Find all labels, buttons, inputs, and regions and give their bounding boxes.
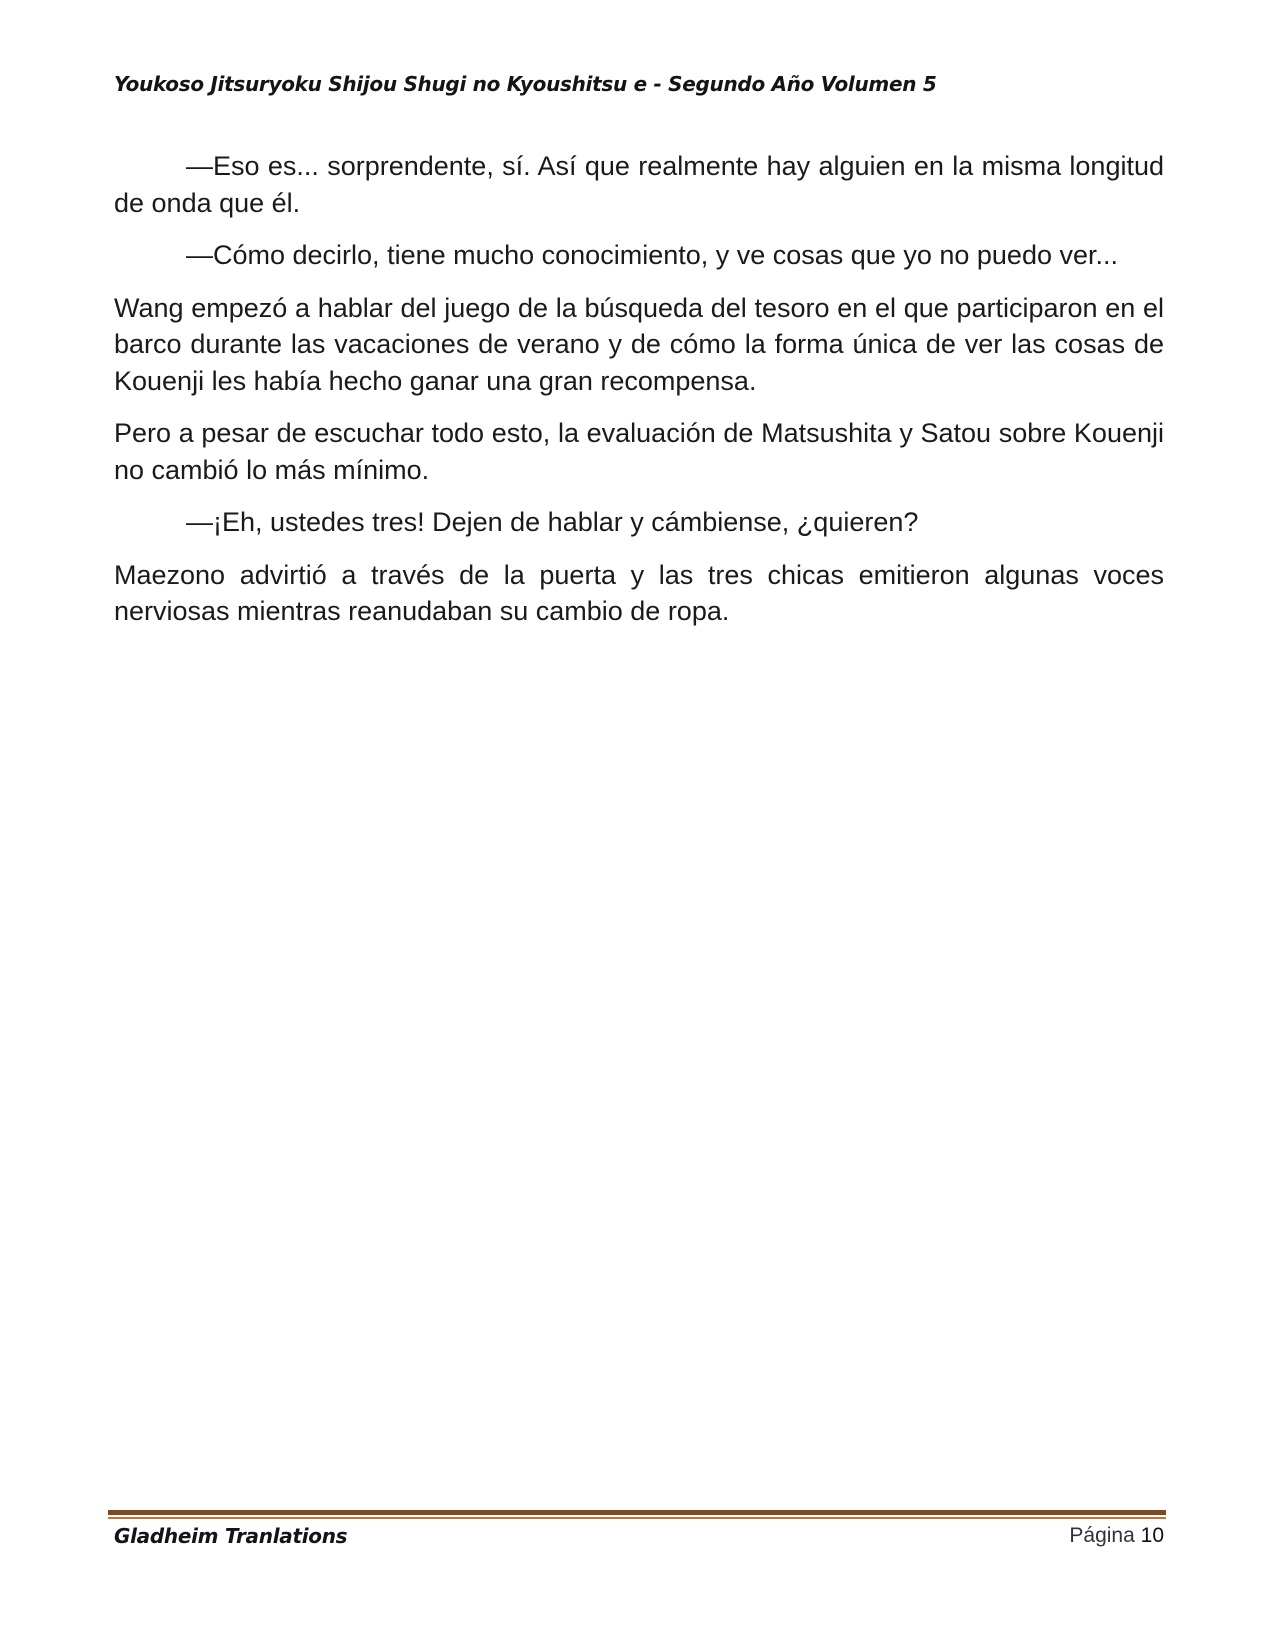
narration-paragraph: Wang empezó a hablar del juego de la búsqueda del tesoro en el que participaron en el barco durante las vacaciones de verano y de cómo la forma única de ver las cosas de Kouenji les había hecho ganar una gran recompensa. xyxy=(114,292,1164,396)
dialogue-paragraph: —Cómo decirlo, tiene mucho conocimiento, y ve cosas que yo no puedo ver... xyxy=(186,240,1119,270)
footer-rule xyxy=(108,1510,1166,1515)
footer-rule-accent xyxy=(108,1517,1166,1519)
narration-paragraph: Pero a pesar de escuchar todo esto, la evaluación de Matsushita y Satou sobre Kouenji no cambió lo más mínimo. xyxy=(114,418,1164,485)
body-text xyxy=(114,148,1164,646)
footer-credit: Gladheim Tranlations xyxy=(114,1524,348,1548)
page-label: Página xyxy=(1069,1524,1135,1547)
dialogue-paragraph: —Eso es... sorprendente, sí. Así que realmente hay alguien en la misma longitud de onda que él. xyxy=(114,151,1164,218)
running-header: Youkoso Jitsuryoku Shijou Shugi no Kyoushitsu e - Segundo Año Volumen 5 xyxy=(114,72,937,96)
page-number-value: 10 xyxy=(1140,1524,1164,1547)
dialogue-paragraph: —¡Eh, ustedes tres! Dejen de hablar y cámbiense, ¿quieren? xyxy=(186,507,919,537)
page-number xyxy=(1069,1524,1164,1548)
narration-paragraph: Maezono advirtió a través de la puerta y las tres chicas emitieron algunas voces nerviosas mientras reanudaban su cambio de ropa. xyxy=(114,559,1164,626)
